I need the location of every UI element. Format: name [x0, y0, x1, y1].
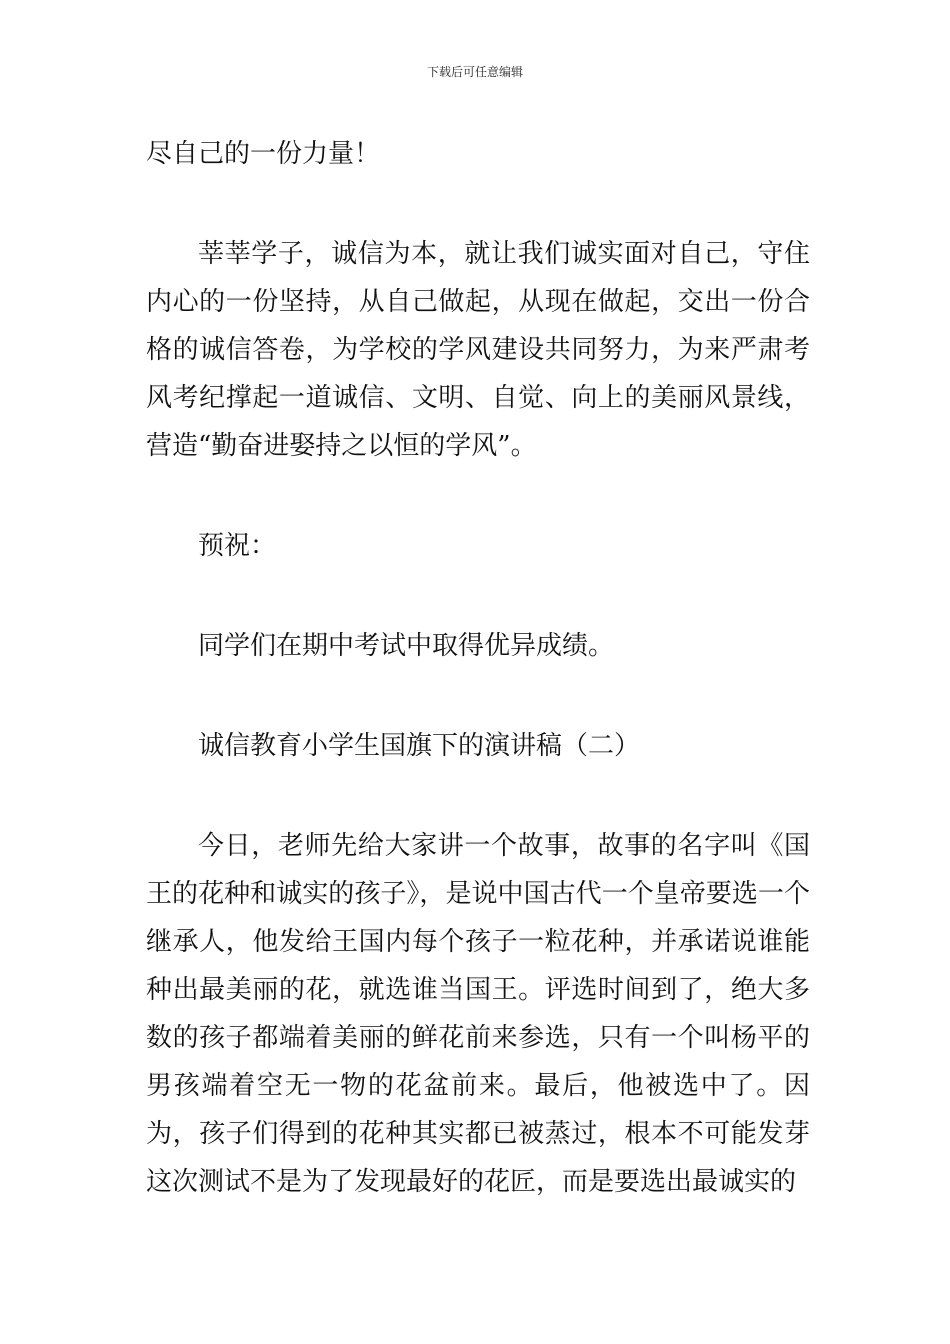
paragraph-integrity-call: 莘莘学子，诚信为本，就让我们诚实面对自己，守住内心的一份坚持，从自己做起，从现在做起，交出一份合格的诚信答卷，为学校的学风建设共同努力，为来严肃考风考纪撑起一道诚信、文明、自觉、向上的美丽风景线，营造“勤奋进娶持之以恒的学风”。	[146, 239, 810, 461]
paragraph-story: 今日，老师先给大家讲一个故事，故事的名字叫《国王的花种和诚实的孩子》，是说中国古代一个皇帝要选一个继承人，他发给王国内每个孩子一粒花种，并承诺说谁能种出最美丽的花，就选谁当国王。评选时间到了，绝大多数的孩子都端着美丽的鲜花前来参选，只有一个叫杨平的男孩端着空无一物的花盆前来。最后，他被选中了。因为，孩子们得到的花种其实都已被蒸过，根本不可能发芽这次测试不是为了发现最好的花匠，而是要选出最诚实的	[146, 831, 810, 1197]
paragraph-wish-text: 同学们在期中考试中取得优异成绩。	[198, 631, 615, 661]
document-body	[146, 130, 810, 1206]
section-title: 诚信教育小学生国旗下的演讲稿（二）	[198, 731, 641, 761]
paragraph-closing-line: 尽自己的一份力量！	[146, 139, 381, 169]
paragraph-wish-label: 预祝：	[198, 531, 277, 561]
header-note: 下载后可任意编辑	[426, 65, 523, 79]
